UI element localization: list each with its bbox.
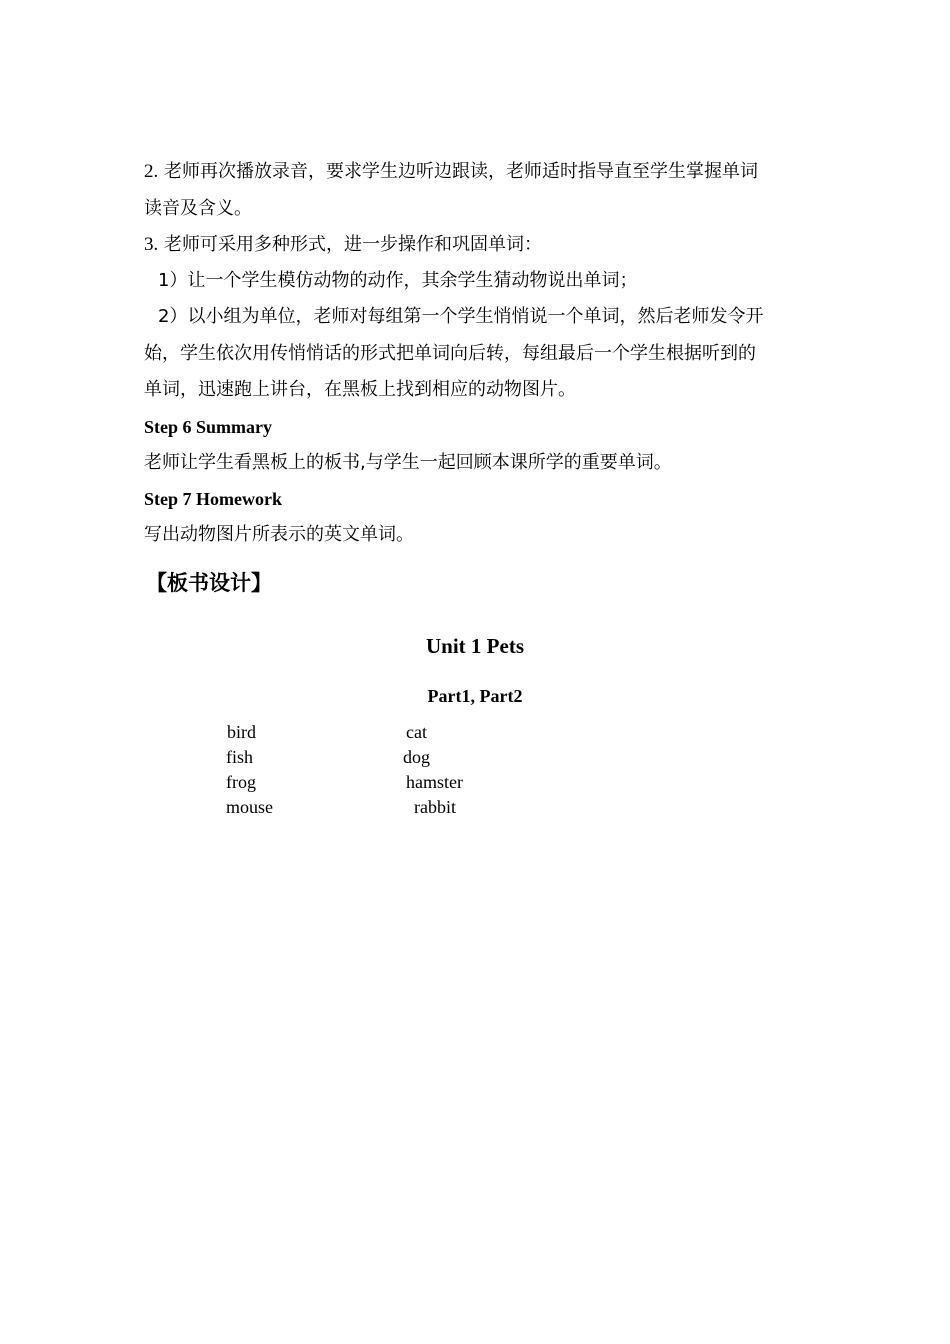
- paragraph-2-text: 老师再次播放录音，要求学生边听边跟读，老师适时指导直至学生掌握单词: [163, 161, 758, 182]
- paragraph-2-line-2: 读音及含义。: [144, 198, 252, 219]
- paragraph-3-text: 老师可采用多种形式，进一步操作和巩固单词：: [163, 234, 542, 255]
- list-item-1: 1）让一个学生模仿动物的动作，其余学生猜动物说出单词；: [158, 270, 638, 291]
- list-item-2-line-2: 始，学生依次用传悄悄话的形式把单词向后转，每组最后一个学生根据听到的: [144, 343, 756, 364]
- word-right-4: rabbit: [414, 797, 456, 817]
- step-7-heading: Step 7 Homework: [144, 489, 282, 509]
- word-left-1: bird: [227, 722, 256, 742]
- word-right-2: dog: [403, 747, 430, 767]
- word-right-1: cat: [406, 722, 427, 742]
- paragraph-3-number: 3.: [144, 234, 159, 255]
- paragraph-3-line-1: [144, 233, 542, 257]
- board-part-title: Part1, Part2: [427, 686, 523, 706]
- list-item-2-line-1: 2）以小组为单位，老师对每组第一个学生悄悄说一个单词，然后老师发令开: [158, 306, 764, 327]
- step-7-text: 写出动物图片所表示的英文单词。: [144, 524, 414, 545]
- paragraph-2-number: 2.: [144, 161, 159, 182]
- word-left-3: frog: [226, 772, 256, 792]
- word-left-2: fish: [226, 747, 253, 767]
- paragraph-2-line-1: [144, 160, 758, 184]
- board-unit-title: Unit 1 Pets: [426, 634, 524, 658]
- word-left-4: mouse: [226, 797, 273, 817]
- step-6-text: 老师让学生看黑板上的板书,与学生一起回顾本课所学的重要单词。: [144, 452, 672, 473]
- step-6-heading: Step 6 Summary: [144, 417, 273, 437]
- word-right-3: hamster: [406, 772, 463, 792]
- list-item-2-line-3: 单词，迅速跑上讲台，在黑板上找到相应的动物图片。: [144, 379, 576, 400]
- board-design-heading: 【板书设计】: [146, 571, 272, 595]
